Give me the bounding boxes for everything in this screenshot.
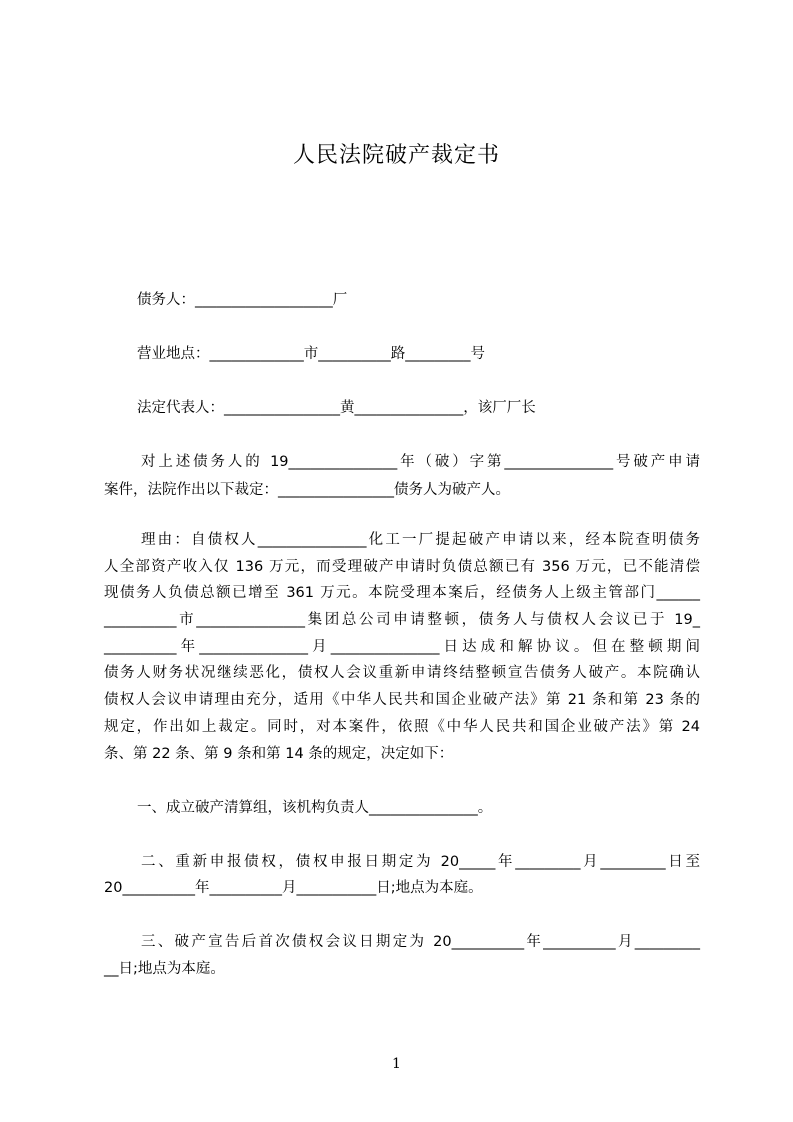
item-three-line: __日;地点为本庭。 xyxy=(104,961,225,977)
address-line: 营业地点：_____________市__________路_________号 xyxy=(137,346,485,362)
legal-representative-line: 法定代表人：________________黄_______________，该厂厂长 xyxy=(137,400,536,416)
item-three-line: 三、破产宣告后首次债权会议日期定为 20__________年__________月_________ xyxy=(141,934,700,950)
item-one-line: 一、成立破产清算组，该机构负责人_______________。 xyxy=(137,800,493,816)
document-title: 人民法院破产裁定书 xyxy=(292,143,500,168)
reason-paragraph-line: 理由：自债权人_______________化工一厂提起破产申请以来，经本院查明债务 xyxy=(141,532,700,548)
reason-paragraph-line: 现债务人负债总额已增至 361 万元。本院受理本案后，经债务人上级主管部门______ xyxy=(104,585,700,601)
item-two-line: 20__________年__________月___________日;地点为本庭。 xyxy=(104,880,483,896)
ruling-paragraph-line: 对上述债务人的 19_______________年（破）字第_______________号破产申请 xyxy=(141,454,700,470)
reason-paragraph-line: 债权人会议申请理由充分，适用《中华人民共和国企业破产法》第 21 条和第 23 条的 xyxy=(104,692,700,708)
reason-paragraph-line: __________市_______________集团总公司申请整顿，债务人与债权人会议已于 19_ xyxy=(104,612,700,628)
reason-paragraph-line: 规定，作出如上裁定。同时，对本案件，依照《中华人民共和国企业破产法》第 24 xyxy=(104,719,700,735)
reason-paragraph-line: 人全部资产收入仅 136 万元，而受理破产申请时负债总额已有 356 万元，已不能清偿 xyxy=(104,559,700,575)
page-number: 1 xyxy=(392,1056,401,1072)
item-two-line: 二、重新申报债权，债权申报日期定为 20_____年_________月_________日至 xyxy=(141,854,700,870)
reason-paragraph-line: __________年_______________月_______________日达成和解协议。但在整顿期间 xyxy=(104,639,700,655)
debtor-line: 债务人：___________________厂 xyxy=(137,292,348,308)
reason-paragraph-line: 条、第 22 条、第 9 条和第 14 条的规定，决定如下： xyxy=(104,746,454,762)
ruling-paragraph-line: 案件，法院作出以下裁定：________________债务人为破产人。 xyxy=(104,482,510,498)
reason-paragraph-line: 债务人财务状况继续恶化，债权人会议重新申请终结整顿宣告债务人破产。本院确认 xyxy=(104,665,700,681)
